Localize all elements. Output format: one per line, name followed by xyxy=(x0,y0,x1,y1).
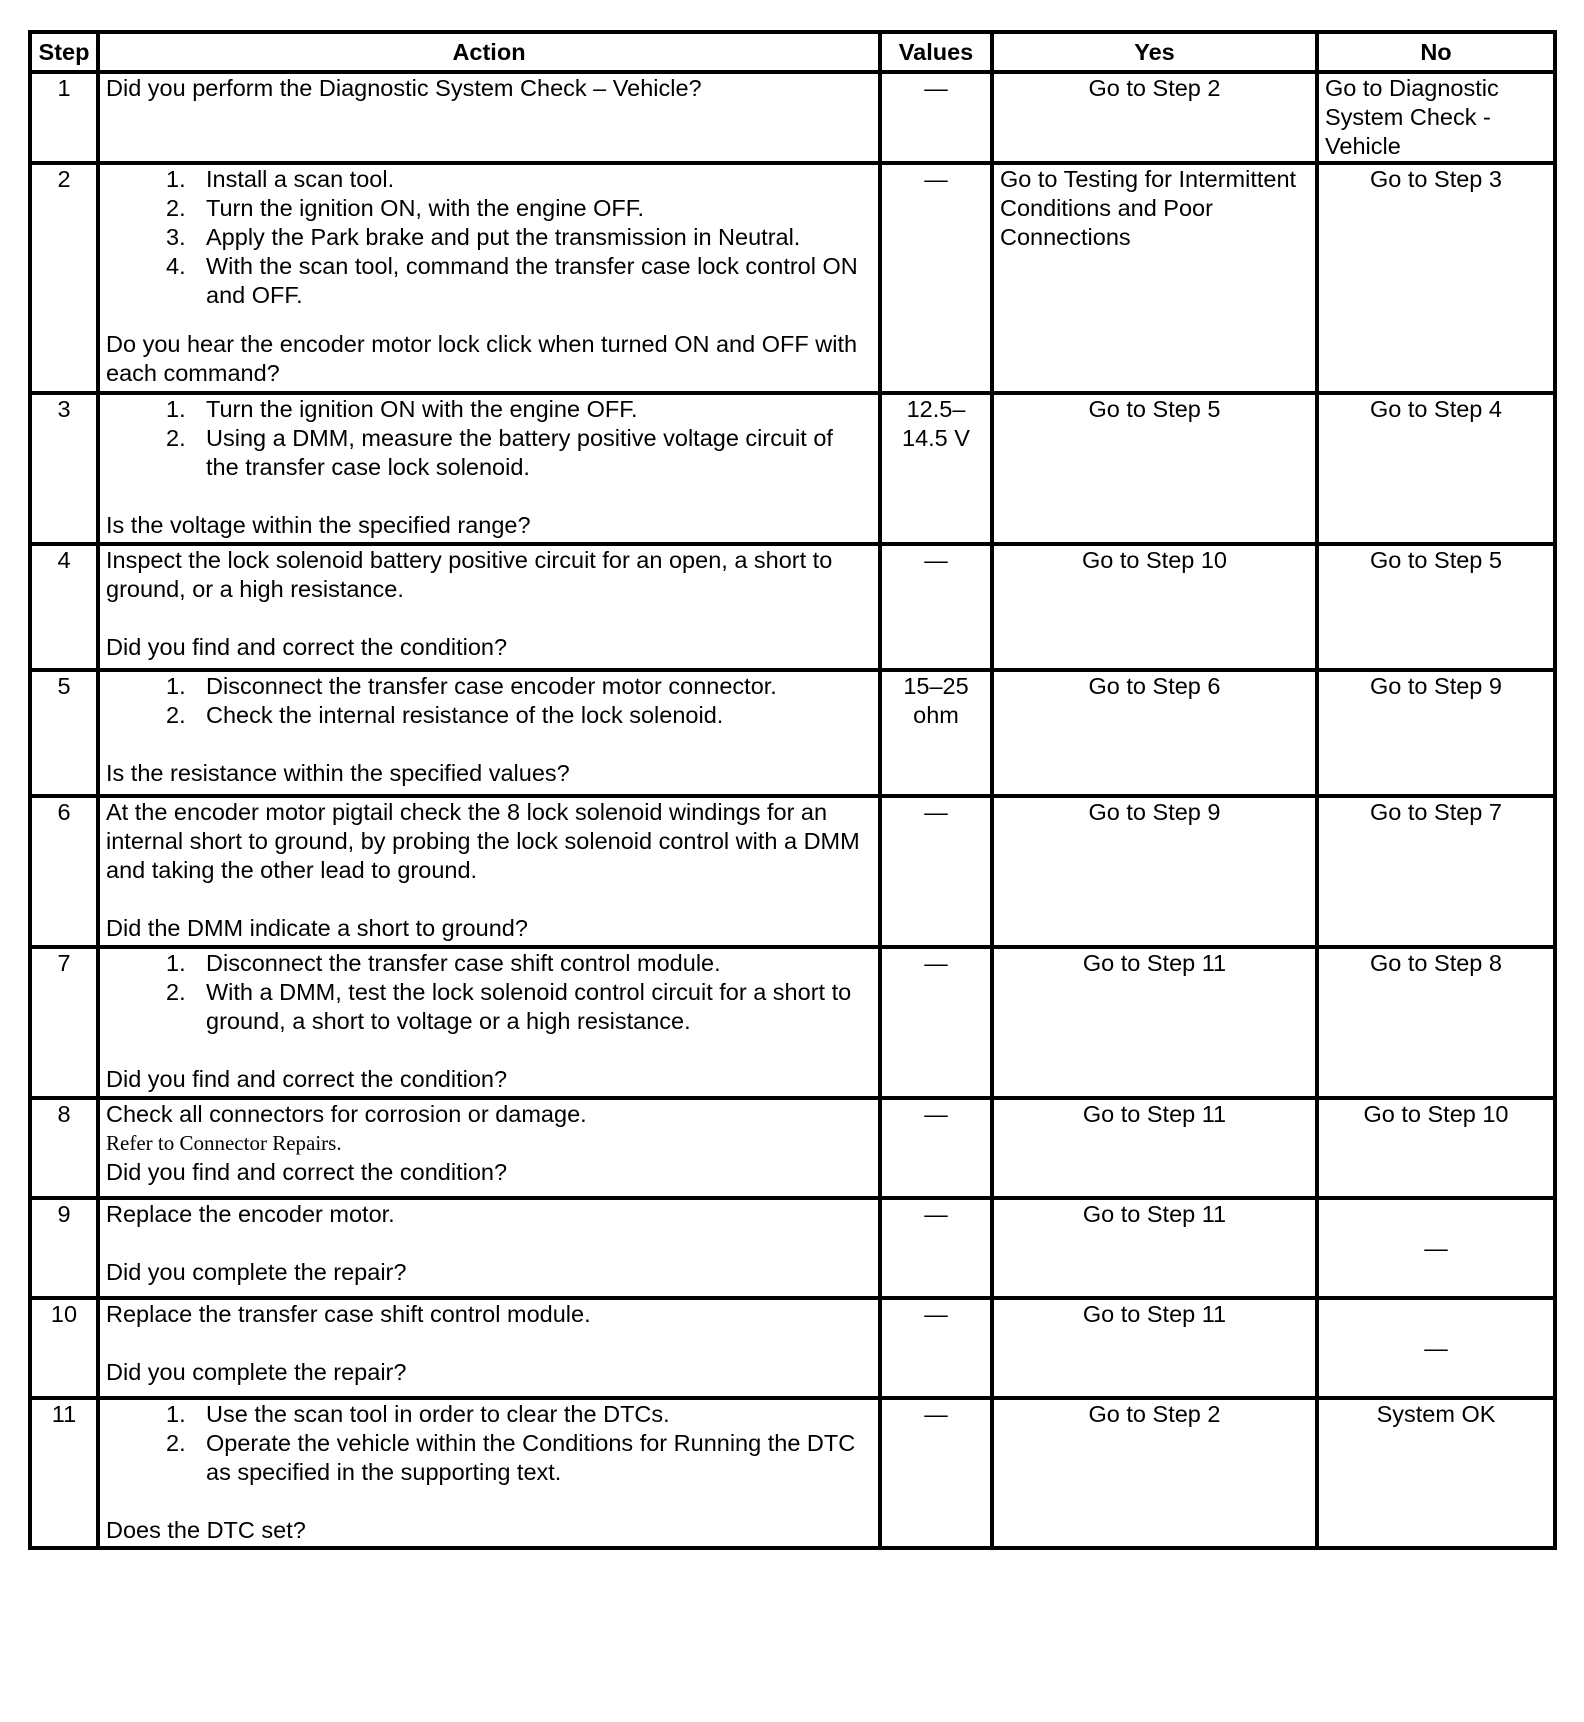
table-row xyxy=(30,393,1555,544)
step-number: 5 xyxy=(30,670,98,796)
yes-cell: Go to Step 2 xyxy=(992,72,1317,163)
action-question: Did the DMM indicate a short to ground? xyxy=(106,915,528,941)
table-row xyxy=(30,163,1555,393)
action-steps xyxy=(106,672,872,730)
action-cell xyxy=(98,1198,880,1298)
header-no: No xyxy=(1317,32,1555,72)
table-row xyxy=(30,670,1555,796)
table-row xyxy=(30,1398,1555,1548)
values-cell: — xyxy=(880,796,992,947)
values-cell: — xyxy=(880,1198,992,1298)
action-cell xyxy=(98,947,880,1098)
no-cell: Go to Step 3 xyxy=(1317,163,1555,393)
action-intro: At the encoder motor pigtail check the 8 lock solenoid windings for an internal short to ground, by probing the lock solenoid control with a DMM and taking the other lead to ground. xyxy=(106,799,860,883)
action-cell xyxy=(98,1398,880,1548)
action-question: Do you hear the encoder motor lock click when turned ON and OFF with each command? xyxy=(106,331,858,386)
action-steps xyxy=(106,1400,872,1487)
yes-cell: Go to Step 11 xyxy=(992,947,1317,1098)
values-cell: — xyxy=(880,1298,992,1398)
step-number: 4 xyxy=(30,544,98,670)
table-row xyxy=(30,544,1555,670)
header-step: Step xyxy=(30,32,98,72)
header-action: Action xyxy=(98,32,880,72)
list-item: 2. Operate the vehicle within the Conditions for Running the DTC as specified in the supporting text. xyxy=(166,1430,856,1485)
action-question: Did you find and correct the condition? xyxy=(106,634,508,660)
yes-cell: Go to Step 11 xyxy=(992,1198,1317,1298)
step-number: 1 xyxy=(30,72,98,163)
action-cell xyxy=(98,393,880,544)
step-number: 6 xyxy=(30,796,98,947)
action-intro: Replace the transfer case shift control module. xyxy=(106,1301,591,1327)
step-number: 8 xyxy=(30,1098,98,1198)
table-row xyxy=(30,796,1555,947)
action-question: Did you complete the repair? xyxy=(106,1359,407,1385)
list-item: 1. Install a scan tool. xyxy=(166,166,395,192)
no-cell: Go to Step 9 xyxy=(1317,670,1555,796)
step-number: 7 xyxy=(30,947,98,1098)
list-item: 1. Use the scan tool in order to clear the DTCs. xyxy=(166,1401,670,1427)
step-number: 10 xyxy=(30,1298,98,1398)
action-note: Refer to Connector Repairs. xyxy=(106,1131,342,1155)
step-number: 3 xyxy=(30,393,98,544)
values-cell: 12.5–14.5 V xyxy=(880,393,992,544)
table-row xyxy=(30,1298,1555,1398)
yes-cell: Go to Step 2 xyxy=(992,1398,1317,1548)
yes-cell: Go to Testing for Intermittent Conditions and Poor Connections xyxy=(992,163,1317,393)
no-cell: Go to Step 8 xyxy=(1317,947,1555,1098)
table-row xyxy=(30,1098,1555,1198)
yes-cell: Go to Step 11 xyxy=(992,1098,1317,1198)
action-question: Did you find and correct the condition? xyxy=(106,1159,508,1185)
header-values: Values xyxy=(880,32,992,72)
action-intro: Replace the encoder motor. xyxy=(106,1201,395,1227)
no-cell: Go to Step 10 xyxy=(1317,1098,1555,1198)
action-cell xyxy=(98,163,880,393)
list-item: 1. Turn the ignition ON with the engine OFF. xyxy=(166,396,638,422)
no-cell: System OK xyxy=(1317,1398,1555,1548)
action-cell xyxy=(98,796,880,947)
action-question: Is the voltage within the specified range? xyxy=(106,512,531,538)
values-cell: — xyxy=(880,72,992,163)
no-cell: — xyxy=(1317,1198,1555,1298)
list-item: 4. With the scan tool, command the transfer case lock control ON and OFF. xyxy=(166,253,858,308)
no-cell: Go to Diagnostic System Check - Vehicle xyxy=(1317,72,1555,163)
step-number: 9 xyxy=(30,1198,98,1298)
list-item: 2. Using a DMM, measure the battery positive voltage circuit of the transfer case lock solenoid. xyxy=(166,425,833,480)
action-steps xyxy=(106,949,872,1036)
values-cell: — xyxy=(880,947,992,1098)
diagnostic-table xyxy=(28,30,1557,1550)
action-cell xyxy=(98,1298,880,1398)
list-item: 2. Turn the ignition ON, with the engine OFF. xyxy=(166,195,645,221)
action-question: Does the DTC set? xyxy=(106,1517,306,1543)
no-cell: — xyxy=(1317,1298,1555,1398)
action-intro: Did you perform the Diagnostic System Check – Vehicle? xyxy=(106,75,702,101)
values-cell: — xyxy=(880,1398,992,1548)
yes-cell: Go to Step 6 xyxy=(992,670,1317,796)
list-item: 1. Disconnect the transfer case encoder motor connector. xyxy=(166,673,777,699)
no-cell: Go to Step 4 xyxy=(1317,393,1555,544)
values-cell: 15–25 ohm xyxy=(880,670,992,796)
action-intro: Check all connectors for corrosion or damage. xyxy=(106,1101,587,1127)
values-cell: — xyxy=(880,163,992,393)
yes-cell: Go to Step 9 xyxy=(992,796,1317,947)
yes-cell: Go to Step 5 xyxy=(992,393,1317,544)
action-cell xyxy=(98,544,880,670)
action-cell xyxy=(98,1098,880,1198)
action-cell xyxy=(98,72,880,163)
list-item: 2. Check the internal resistance of the lock solenoid. xyxy=(166,702,724,728)
header-yes: Yes xyxy=(992,32,1317,72)
step-number: 11 xyxy=(30,1398,98,1548)
step-number: 2 xyxy=(30,163,98,393)
no-cell: Go to Step 5 xyxy=(1317,544,1555,670)
header-row xyxy=(30,32,1555,72)
action-steps xyxy=(106,395,872,482)
action-cell xyxy=(98,670,880,796)
table-row xyxy=(30,72,1555,163)
yes-cell: Go to Step 11 xyxy=(992,1298,1317,1398)
action-question: Did you find and correct the condition? xyxy=(106,1066,508,1092)
values-cell: — xyxy=(880,1098,992,1198)
table-row xyxy=(30,947,1555,1098)
action-question: Did you complete the repair? xyxy=(106,1259,407,1285)
values-cell: — xyxy=(880,544,992,670)
yes-cell: Go to Step 10 xyxy=(992,544,1317,670)
action-question: Is the resistance within the specified values? xyxy=(106,760,570,786)
action-intro: Inspect the lock solenoid battery positive circuit for an open, a short to ground, or a high resistance. xyxy=(106,547,833,602)
list-item: 2. With a DMM, test the lock solenoid control circuit for a short to ground, a short to voltage or a high resistance. xyxy=(166,979,852,1034)
table-row xyxy=(30,1198,1555,1298)
no-cell: Go to Step 7 xyxy=(1317,796,1555,947)
action-steps xyxy=(106,165,872,310)
list-item: 3. Apply the Park brake and put the transmission in Neutral. xyxy=(166,224,801,250)
list-item: 1. Disconnect the transfer case shift control module. xyxy=(166,950,721,976)
